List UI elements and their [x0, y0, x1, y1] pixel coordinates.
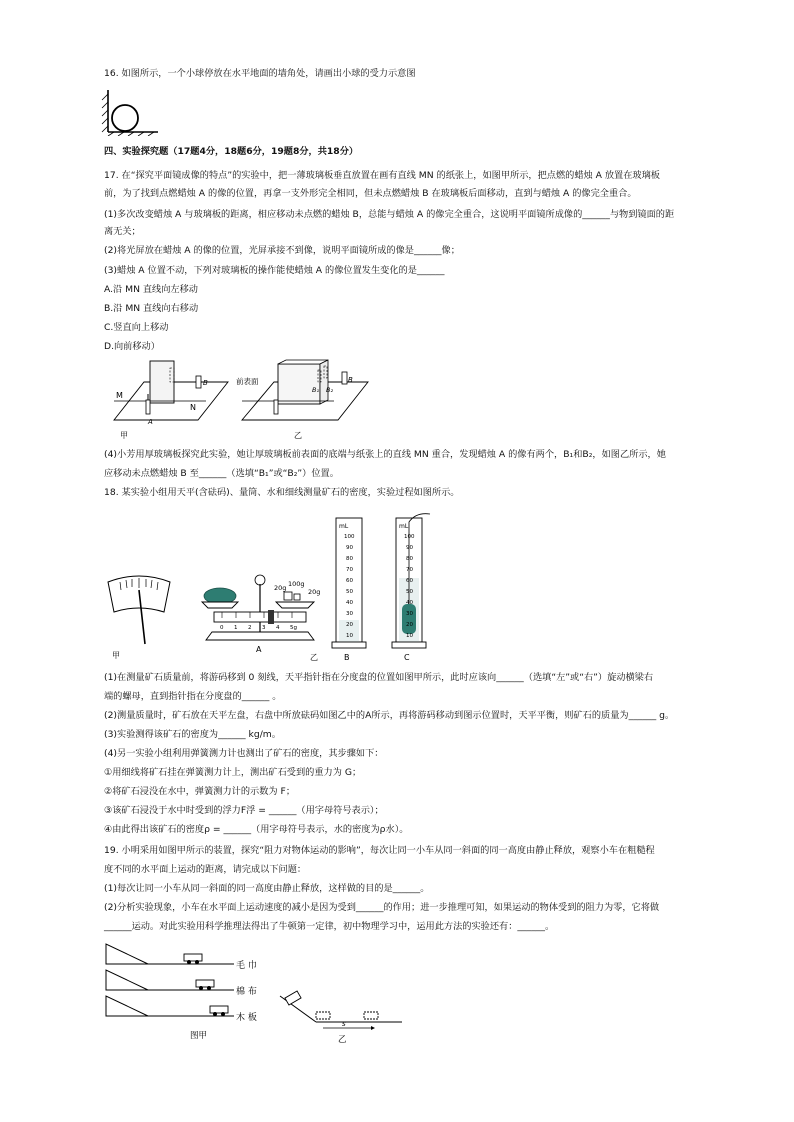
q17-part2: (2)将光屏放在蜡烛 A 的像的位置，光屏承接不到像，说明平面镜所成的像是______像； [104, 245, 460, 256]
weight-20g [294, 594, 300, 600]
balance-base [206, 632, 314, 640]
q16-text: 16. 如图所示，一个小球停放在水平地面的墙角处，请画出小球的受力示意图 [104, 68, 416, 79]
svg-text:70: 70 [346, 567, 353, 573]
ball-shape [112, 105, 138, 131]
q17-option-c: C.竖直向上移动 [104, 322, 169, 333]
q18-part2: (2)测量质量时，矿石放在天平左盘，右盘中所放砝码如图乙中的A所示，再将游码移动到图示位置时，天平平衡，则矿石的质量为______ g。 [104, 710, 675, 721]
unit-label: mL [399, 523, 409, 530]
cart-on-slope [285, 991, 301, 1005]
cart [184, 954, 202, 961]
weight-label-20a: 20g [274, 584, 287, 592]
rider [268, 610, 274, 624]
candle-a [274, 400, 278, 414]
q18-figure-jia-dial [104, 570, 174, 662]
svg-text:40: 40 [406, 600, 413, 606]
cart [196, 980, 214, 987]
q18-part3: (3)实验测得该矿石的密度为______ kg/m。 [104, 729, 281, 740]
label-m: M [116, 391, 123, 400]
label-b2: B₂ [326, 386, 334, 394]
unit-label: mL [339, 523, 349, 530]
fig-b-label: B [344, 653, 350, 662]
svg-text:80: 80 [406, 556, 413, 562]
q17-part4-line1: (4)小芳用厚玻璃板探究此实验，她让厚玻璃板前表面的底端与纸张上的直线 MN 重合，发现蜡烛 A 的像有两个，B₁和B₂，如图乙所示，她 [104, 449, 666, 460]
q18-part4: (4)另一实验小组利用弹簧测力计也测出了矿石的密度，其步骤如下： [104, 748, 384, 759]
q19-part1: (1)每次让同一小车从同一斜面的同一高度由静止释放，这样做的目的是______。 [104, 883, 430, 894]
q19-part2-line2: ______运动。对此实验用科学推理法得出了牛顿第一定律，初中物理学习中，运用此方法的实验还有：______。 [104, 921, 555, 932]
label-b1: B₁ [312, 386, 320, 394]
q17-stem-line1: 17. 在“探究平面镜成像的特点”的实验中，把一薄玻璃板垂直放置在画有直线 MN 的纸张上，如图甲所示，把点燃的蜡烛 A 放置在玻璃板 [104, 170, 660, 181]
q17-option-d: D.向前移动） [104, 341, 160, 352]
q17-stem-line2: 前，为了找到点燃蜡烛 A 的像的位置，再拿一支外形完全相同，但未点燃蜡烛 B 在玻璃板后面移动，直到与蜡烛 A 的像完全重合。 [104, 188, 637, 199]
svg-text:30: 30 [406, 611, 413, 617]
svg-text:100: 100 [404, 534, 415, 540]
svg-text:80: 80 [346, 556, 353, 562]
label-b: B [203, 379, 208, 387]
svg-text:50: 50 [346, 589, 353, 595]
q17-option-b: B.沿 MN 直线向右移动 [104, 303, 199, 314]
svg-text:10: 10 [406, 633, 413, 639]
label-b: B [348, 376, 353, 384]
svg-text:30: 30 [346, 611, 353, 617]
label-cotton: 棉 布 [236, 987, 257, 997]
q18-step3: ③该矿石浸没于水中时受到的浮力F浮 = ______（用字母符号表示）； [104, 805, 384, 816]
q17-part1-line1: (1)多次改变蜡烛 A 与玻璃板的距离，相应移动未点燃的蜡烛 B，总能与蜡烛 A 的像完全重合，这说明平面镜所成像的______与物到镜面的距 [104, 209, 675, 220]
cylinder-base [392, 642, 426, 648]
q17-option-a: A.沿 MN 直线向左移动 [104, 284, 198, 295]
q19-figure-yi [278, 990, 406, 1046]
q18-step4: ④由此得出该矿石的密度ρ = ______（用字母符号表示，水的密度为ρ水）。 [104, 824, 409, 835]
fig-jia-label: 甲 [112, 651, 120, 660]
svg-text:10: 10 [346, 633, 353, 639]
svg-text:70: 70 [406, 567, 413, 573]
fig-c-label: C [404, 653, 410, 662]
right-pan [276, 602, 314, 608]
fig-yi-label: 乙 [338, 1035, 347, 1045]
fig-jia-label: 图甲 [190, 1031, 208, 1041]
q18-cylinder-c [390, 508, 440, 664]
svg-text:20: 20 [406, 622, 413, 628]
q18-stem: 18. 某实验小组用天平(含砝码)、量筒、水和细线测量矿石的密度，实验过程如图所示。 [104, 487, 460, 498]
svg-text:90: 90 [346, 545, 353, 551]
ramp-wood [106, 996, 257, 1023]
q19-stem-line1: 19. 小明采用如图甲所示的装置，探究“阻力对物体运动的影响”，每次让同一小车从同一斜面的同一高度由静止释放，观察小车在粗糙程 [104, 845, 655, 856]
fig-jia-label: 甲 [120, 431, 128, 440]
q19-figure-jia [104, 938, 274, 1046]
q16-figure [100, 88, 160, 136]
cart [210, 1006, 228, 1013]
q17-figure-jia [112, 358, 230, 442]
q19-part2-line1: (2)分析实验现象，小车在水平面上运动速度的减小是因为受到______的作用；进一步推理可知，如果运动的物体受到的阻力为零，它将做 [104, 902, 660, 913]
cylinder-base [332, 642, 366, 648]
wall-hatching [102, 94, 108, 132]
fig-yi-label: 乙 [310, 653, 318, 662]
q19-stem-line2: 度不同的水平面上运动的距离，请完成以下问题： [104, 864, 307, 875]
svg-text:90: 90 [406, 545, 413, 551]
label-wood: 木 板 [236, 1013, 257, 1023]
candle-a [146, 400, 150, 414]
mineral-in-water [402, 604, 416, 634]
balance-pointer-top [255, 575, 265, 585]
cart-end [364, 1012, 378, 1019]
tick-label: 3 [262, 625, 266, 631]
q17-part4-line2: 应移动未点燃蜡烛 B 至______（选填“B₁”或“B₂”）位置。 [104, 468, 339, 479]
q17-part1-line2: 离无关； [104, 226, 141, 237]
q18-figure-balance [198, 572, 328, 664]
svg-text:40: 40 [346, 600, 353, 606]
tick-label: 4 [276, 625, 280, 631]
q18-step2: ②将矿石浸没在水中，弹簧测力计的示数为 F； [104, 786, 296, 797]
label-n: N [190, 403, 196, 412]
cart-start [316, 1012, 330, 1019]
label-a: A [148, 418, 153, 426]
q17-figure-yi [234, 358, 370, 442]
label-s: s [342, 1020, 346, 1028]
svg-text:50: 50 [406, 589, 413, 595]
thick-glass-front [278, 364, 320, 404]
weight-label-100: 100g [288, 580, 305, 588]
weight-100g [284, 592, 292, 600]
ramp-towel [106, 944, 257, 971]
q18-part1-line2: 端的螺母，直到指针指在分度盘的______ 。 [104, 691, 282, 702]
label-towel: 毛 巾 [236, 961, 257, 971]
q18-step1: ①用细线将矿石挂在弹簧测力计上，测出矿石受到的重力为 G； [104, 767, 362, 778]
section-heading: 四、实验探究题（17题4分，18题6分，19题8分，共18分） [104, 146, 359, 157]
candle-b [342, 372, 347, 384]
ramp-cotton [106, 970, 257, 997]
tick-label: 0 [220, 625, 224, 631]
svg-text:60: 60 [406, 578, 413, 584]
svg-text:20: 20 [346, 622, 353, 628]
weight-label-20b: 20g [308, 588, 321, 596]
svg-text:60: 60 [346, 578, 353, 584]
fig-yi-label: 乙 [294, 431, 302, 440]
q18-cylinder-b [330, 512, 370, 664]
tick-label: 2 [248, 625, 252, 631]
q17-part3: (3)蜡烛 A 位置不动，下列对玻璃板的操作能使蜡烛 A 的像位置发生变化的是______ [104, 265, 445, 276]
left-pan [202, 602, 238, 608]
tick-label: 5g [290, 625, 297, 631]
label-front-surface: 前表面 [236, 377, 259, 386]
svg-text:100: 100 [344, 534, 355, 540]
q18-part1-line1: (1)在测量矿石质量前，将游码移到 0 刻线，天平指针指在分度盘的位置如图甲所示，此时应该向______（选填“左”或“右”）旋动横梁右 [104, 672, 654, 683]
candle-b [196, 376, 201, 388]
fig-a-label: A [256, 645, 262, 654]
tick-label: 1 [234, 625, 238, 631]
